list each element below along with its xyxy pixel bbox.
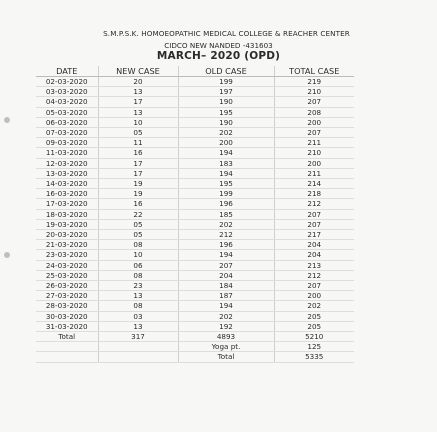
yoga-row-value: 125: [274, 342, 354, 352]
table-row: [36, 138, 354, 148]
new-case-cell: 13: [98, 107, 178, 117]
new-case-cell: 17: [98, 158, 178, 168]
date-cell: 31-03-2020: [36, 321, 98, 331]
old-case-cell: 194: [178, 168, 274, 178]
table-row: [36, 189, 354, 199]
table-row: [36, 179, 354, 189]
new-case-cell: 10: [98, 117, 178, 127]
new-case-cell: 23: [98, 281, 178, 291]
opd-table: [36, 66, 354, 363]
old-case-cell: 194: [178, 148, 274, 158]
grand-total-row-label: Total: [178, 352, 274, 362]
new-case-cell: 08: [98, 270, 178, 280]
total-case-cell: 207: [274, 281, 354, 291]
date-cell: 13-03-2020: [36, 168, 98, 178]
old-case-cell: 199: [178, 189, 274, 199]
old-case-cell: 184: [178, 281, 274, 291]
date-cell: 09-03-2020: [36, 138, 98, 148]
date-cell: 21-03-2020: [36, 240, 98, 250]
old-case-cell: 196: [178, 240, 274, 250]
table-row: [36, 148, 354, 158]
total-label: Total: [36, 332, 98, 342]
total-case-cell: 218: [274, 189, 354, 199]
old-case-cell: 202: [178, 219, 274, 229]
table-row: [36, 219, 354, 229]
total-old-case: 4893: [178, 332, 274, 342]
date-cell: 30-03-2020: [36, 311, 98, 321]
grand-total-row: [36, 352, 354, 362]
date-cell: 12-03-2020: [36, 158, 98, 168]
total-case-cell: 205: [274, 321, 354, 331]
table-row: [36, 250, 354, 260]
date-cell: 20-03-2020: [36, 230, 98, 240]
old-case-cell: 202: [178, 311, 274, 321]
total-case-cell: 217: [274, 230, 354, 240]
total-case-cell: 200: [274, 158, 354, 168]
old-case-cell: 204: [178, 270, 274, 280]
table-row: [36, 107, 354, 117]
date-cell: 07-03-2020: [36, 128, 98, 138]
total-case-cell: 202: [274, 301, 354, 311]
date-cell: 04-03-2020: [36, 97, 98, 107]
table-row: [36, 128, 354, 138]
old-case-cell: 185: [178, 209, 274, 219]
total-case-cell: 213: [274, 260, 354, 270]
old-case-cell: 200: [178, 138, 274, 148]
table-row: [36, 321, 354, 331]
old-case-cell: 207: [178, 260, 274, 270]
new-case-cell: 16: [98, 148, 178, 158]
new-case-cell: 19: [98, 179, 178, 189]
date-cell: 23-03-2020: [36, 250, 98, 260]
table-row: [36, 301, 354, 311]
empty-cell: [98, 342, 178, 352]
old-case-cell: 190: [178, 117, 274, 127]
date-cell: 11-03-2020: [36, 148, 98, 158]
date-cell: 02-03-2020: [36, 77, 98, 87]
grand-total-row-value: 5335: [274, 352, 354, 362]
old-case-cell: 195: [178, 179, 274, 189]
old-case-cell: 195: [178, 107, 274, 117]
date-cell: 17-03-2020: [36, 199, 98, 209]
punch-hole-mark: [4, 117, 10, 123]
new-case-cell: 13: [98, 321, 178, 331]
column-header-date: DATE: [36, 66, 98, 77]
total-case-cell: 200: [274, 291, 354, 301]
new-case-cell: 05: [98, 230, 178, 240]
old-case-cell: 187: [178, 291, 274, 301]
table-row: [36, 209, 354, 219]
date-cell: 06-03-2020: [36, 117, 98, 127]
table-row: [36, 281, 354, 291]
old-case-cell: 202: [178, 128, 274, 138]
old-case-cell: 183: [178, 158, 274, 168]
old-case-cell: 194: [178, 301, 274, 311]
empty-cell: [98, 352, 178, 362]
empty-cell: [36, 352, 98, 362]
date-cell: 26-03-2020: [36, 281, 98, 291]
table-row: [36, 311, 354, 321]
date-cell: 18-03-2020: [36, 209, 98, 219]
new-case-cell: 08: [98, 240, 178, 250]
total-case-cell: 208: [274, 107, 354, 117]
column-header-total-case: TOTAL CASE: [274, 66, 354, 77]
old-case-cell: 199: [178, 77, 274, 87]
total-case-cell: 211: [274, 138, 354, 148]
date-cell: 25-03-2020: [36, 270, 98, 280]
total-case-cell: 211: [274, 168, 354, 178]
empty-cell: [36, 342, 98, 352]
new-case-cell: 03: [98, 311, 178, 321]
old-case-cell: 192: [178, 321, 274, 331]
date-cell: 28-03-2020: [36, 301, 98, 311]
total-case-cell: 207: [274, 128, 354, 138]
table-row: [36, 77, 354, 87]
new-case-cell: 08: [98, 301, 178, 311]
date-cell: 14-03-2020: [36, 179, 98, 189]
institution-name: S.M.P.S.K. HOMOEOPATHIC MEDICAL COLLEGE & REACHER CENTER: [103, 29, 350, 38]
table-row: [36, 230, 354, 240]
total-case-cell: 205: [274, 311, 354, 321]
new-case-cell: 17: [98, 97, 178, 107]
table-body: [36, 77, 354, 363]
total-case-cell: 207: [274, 209, 354, 219]
total-case-cell: 207: [274, 97, 354, 107]
date-cell: 03-03-2020: [36, 87, 98, 97]
total-case-cell: 204: [274, 250, 354, 260]
old-case-cell: 194: [178, 250, 274, 260]
date-cell: 05-03-2020: [36, 107, 98, 117]
new-case-cell: 19: [98, 189, 178, 199]
table-row: [36, 117, 354, 127]
total-case-cell: 219: [274, 77, 354, 87]
new-case-cell: 22: [98, 209, 178, 219]
new-case-cell: 17: [98, 168, 178, 178]
new-case-cell: 06: [98, 260, 178, 270]
new-case-cell: 05: [98, 219, 178, 229]
table-row: [36, 97, 354, 107]
table-row: [36, 168, 354, 178]
total-new-case: 317: [98, 332, 178, 342]
old-case-cell: 197: [178, 87, 274, 97]
table-row: [36, 158, 354, 168]
new-case-cell: 11: [98, 138, 178, 148]
table-row: [36, 291, 354, 301]
punch-hole-mark: [4, 252, 10, 258]
table-row: [36, 87, 354, 97]
institution-address: CIDCO NEW NANDED -431603: [164, 41, 273, 50]
new-case-cell: 20: [98, 77, 178, 87]
total-case-cell: 204: [274, 240, 354, 250]
total-case-sum: 5210: [274, 332, 354, 342]
date-cell: 27-03-2020: [36, 291, 98, 301]
column-header-old-case: OLD CASE: [178, 66, 274, 77]
total-case-cell: 210: [274, 87, 354, 97]
total-case-cell: 200: [274, 117, 354, 127]
report-title: MARCH– 2020 (OPD): [156, 50, 281, 62]
old-case-cell: 212: [178, 230, 274, 240]
yoga-row-label: Yoga pt.: [178, 342, 274, 352]
table-row: [36, 260, 354, 270]
new-case-cell: 05: [98, 128, 178, 138]
total-row: [36, 332, 354, 342]
date-cell: 24-03-2020: [36, 260, 98, 270]
new-case-cell: 13: [98, 291, 178, 301]
total-case-cell: 214: [274, 179, 354, 189]
old-case-cell: 196: [178, 199, 274, 209]
table-row: [36, 270, 354, 280]
date-cell: 19-03-2020: [36, 219, 98, 229]
column-header-new-case: NEW CASE: [98, 66, 178, 77]
table-row: [36, 240, 354, 250]
date-cell: 16-03-2020: [36, 189, 98, 199]
total-case-cell: 210: [274, 148, 354, 158]
yoga-row: [36, 342, 354, 352]
table-header-row: [36, 66, 354, 77]
total-case-cell: 207: [274, 219, 354, 229]
new-case-cell: 16: [98, 199, 178, 209]
new-case-cell: 10: [98, 250, 178, 260]
total-case-cell: 212: [274, 199, 354, 209]
table-row: [36, 199, 354, 209]
old-case-cell: 190: [178, 97, 274, 107]
new-case-cell: 13: [98, 87, 178, 97]
total-case-cell: 212: [274, 270, 354, 280]
